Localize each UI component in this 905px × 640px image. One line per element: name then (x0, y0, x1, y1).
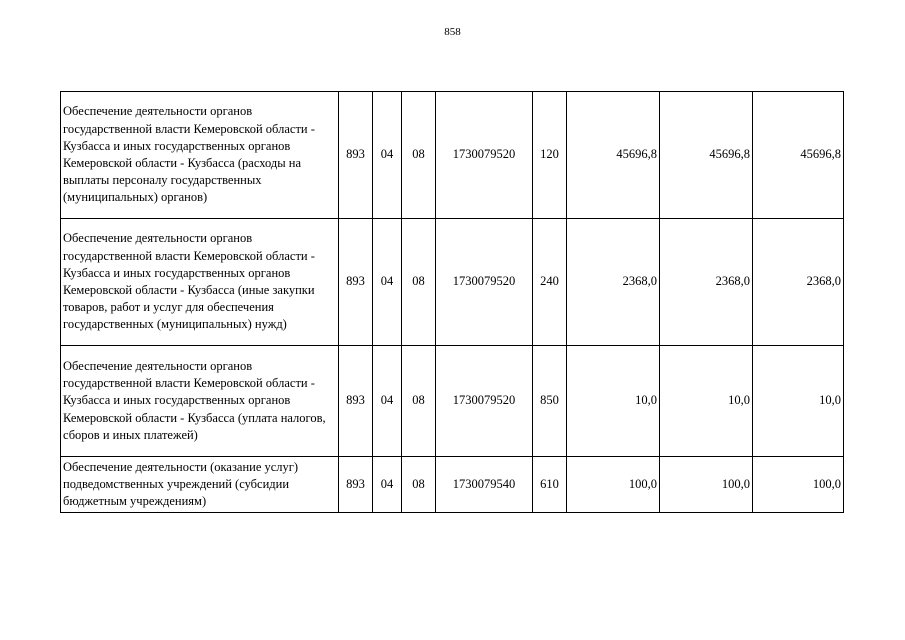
page-number: 858 (444, 26, 461, 38)
section-code: 04 (373, 92, 402, 219)
sum-year-2: 10,0 (660, 346, 753, 457)
sum-year-3: 45696,8 (753, 92, 844, 219)
target-article-code: 1730079520 (436, 92, 533, 219)
target-article-code: 1730079520 (436, 219, 533, 346)
expense-type-code: 850 (533, 346, 567, 457)
table-row (61, 92, 844, 219)
subsection-code: 08 (402, 92, 436, 219)
sum-year-1: 45696,8 (567, 92, 660, 219)
table-row (61, 457, 844, 513)
table-row (61, 346, 844, 457)
subsection-code: 08 (402, 457, 436, 513)
section-code: 04 (373, 346, 402, 457)
grbs-code: 893 (339, 346, 373, 457)
table-row (61, 219, 844, 346)
row-description: Обеспечение деятельности органов государственной власти Кемеровской области - Кузбасса и иных государственных органов Кемеровской области - Кузбасса (расходы на выплаты персоналу государственных (муниципальных) органов) (61, 92, 339, 219)
subsection-code: 08 (402, 346, 436, 457)
target-article-code: 1730079540 (436, 457, 533, 513)
budget-table (60, 91, 844, 513)
expense-type-code: 610 (533, 457, 567, 513)
sum-year-1: 10,0 (567, 346, 660, 457)
row-description: Обеспечение деятельности органов государственной власти Кемеровской области - Кузбасса и иных государственных органов Кемеровской области - Кузбасса (уплата налогов, сборов и иных платежей) (61, 346, 339, 457)
sum-year-1: 100,0 (567, 457, 660, 513)
expense-type-code: 120 (533, 92, 567, 219)
sum-year-1: 2368,0 (567, 219, 660, 346)
expense-type-code: 240 (533, 219, 567, 346)
grbs-code: 893 (339, 219, 373, 346)
grbs-code: 893 (339, 457, 373, 513)
subsection-code: 08 (402, 219, 436, 346)
section-code: 04 (373, 457, 402, 513)
grbs-code: 893 (339, 92, 373, 219)
sum-year-2: 45696,8 (660, 92, 753, 219)
sum-year-3: 100,0 (753, 457, 844, 513)
row-description: Обеспечение деятельности органов государственной власти Кемеровской области - Кузбасса и иных государственных органов Кемеровской области - Кузбасса (иные закупки товаров, работ и услуг для обеспечения государственных (муниципальных) нужд) (61, 219, 339, 346)
sum-year-3: 10,0 (753, 346, 844, 457)
section-code: 04 (373, 219, 402, 346)
row-description: Обеспечение деятельности (оказание услуг) подведомственных учреждений (субсидии бюджетным учреждениям) (61, 457, 339, 513)
sum-year-2: 2368,0 (660, 219, 753, 346)
sum-year-2: 100,0 (660, 457, 753, 513)
target-article-code: 1730079520 (436, 346, 533, 457)
sum-year-3: 2368,0 (753, 219, 844, 346)
